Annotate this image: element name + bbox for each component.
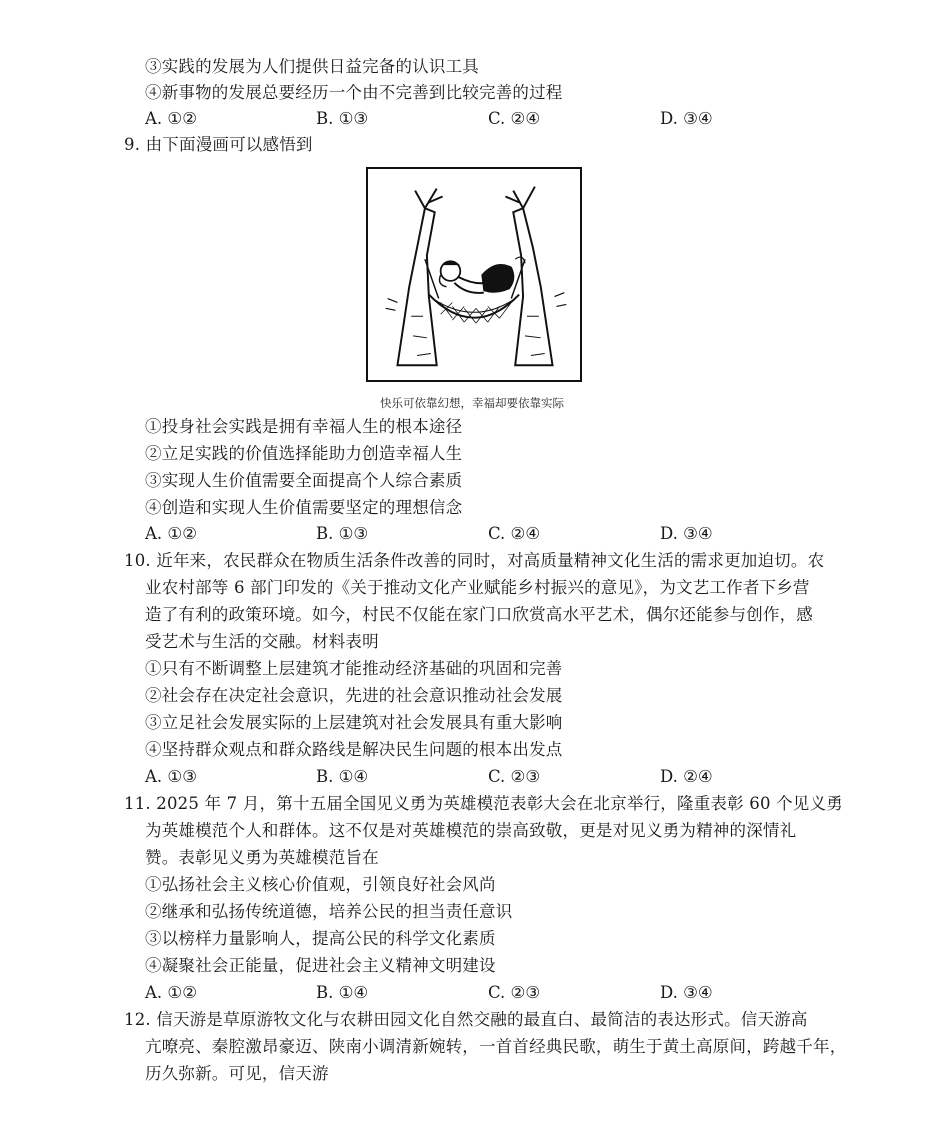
- q11-stem-line-3: 赞。表彰见义勇为英雄模范旨在: [145, 848, 379, 867]
- q12-stem-line-2: 亢嘹亮、秦腔激昂豪迈、陕南小调清新婉转，一首首经典民歌，萌生于黄土高原间，跨越千年，: [145, 1037, 847, 1056]
- q8-item-4: ④新事物的发展总要经历一个由不完善到比较完善的过程: [145, 83, 563, 102]
- q8-option-c: C. ②④: [488, 109, 541, 128]
- q8-option-b: B. ①③: [316, 109, 369, 128]
- q11-stem-line-1: 11. 2025 年 7 月，第十五届全国见义勇为英雄模范表彰大会在北京举行，隆重表彰 60 个见义勇: [124, 794, 843, 813]
- q10-item-2: ②社会存在决定社会意识，先进的社会意识推动社会发展: [145, 686, 563, 705]
- q11-item-2: ②继承和弘扬传统道德，培养公民的担当责任意识: [145, 902, 513, 921]
- q10-option-b: B. ①④: [316, 767, 369, 786]
- q10-stem-line-1: 10. 近年来，农民群众在物质生活条件改善的同时，对高质量精神文化生活的需求更加迫切。农: [124, 551, 825, 570]
- q10-option-d: D. ②④: [660, 767, 713, 786]
- q8-option-d: D. ③④: [660, 109, 713, 128]
- q10-option-c: C. ②③: [488, 767, 541, 786]
- q12-stem-line-1: 12. 信天游是草原游牧文化与农耕田园文化自然交融的最直白、最简洁的表达形式。信天游高: [124, 1010, 808, 1029]
- q9-item-1: ①投身社会实践是拥有幸福人生的根本途径: [145, 417, 463, 436]
- q11-option-b: B. ①④: [316, 983, 369, 1002]
- comic-caption: 快乐可依靠幻想，幸福却要依靠实际: [380, 396, 564, 410]
- q11-stem-line-2: 为英雄模范个人和群体。这不仅是对英雄模范的崇高致敬，更是对见义勇为精神的深情礼: [145, 821, 797, 840]
- q11-option-c: C. ②③: [488, 983, 541, 1002]
- q9-item-3: ③实现人生价值需要全面提高个人综合素质: [145, 471, 463, 490]
- q10-item-3: ③立足社会发展实际的上层建筑对社会发展具有重大影响: [145, 713, 563, 732]
- q10-item-4: ④坚持群众观点和群众路线是解决民生问题的根本出发点: [145, 740, 563, 759]
- q10-option-a: A. ①③: [145, 767, 197, 786]
- q12-stem-line-3: 历久弥新。可见，信天游: [145, 1064, 329, 1083]
- q9-option-c: C. ②④: [488, 524, 541, 543]
- q9-item-4: ④创造和实现人生价值需要坚定的理想信念: [145, 498, 463, 517]
- q10-stem-line-4: 受艺术与生活的交融。材料表明: [145, 632, 379, 651]
- q9-stem: 9. 由下面漫画可以感悟到: [124, 135, 313, 154]
- q9-item-2: ②立足实践的价值选择能助力创造幸福人生: [145, 444, 463, 463]
- q10-stem-line-2: 业农村部等 6 部门印发的《关于推动文化产业赋能乡村振兴的意见》，为文艺工作者下乡营: [145, 578, 810, 597]
- hammock-comic-drawing: [368, 169, 580, 380]
- q9-option-d: D. ③④: [660, 524, 713, 543]
- q10-stem-line-3: 造了有利的政策环境。如今，村民不仅能在家门口欣赏高水平艺术，偶尔还能参与创作，感: [145, 605, 813, 624]
- q11-option-d: D. ③④: [660, 983, 713, 1002]
- q8-item-3: ③实践的发展为人们提供日益完备的认识工具: [145, 57, 479, 76]
- q9-option-a: A. ①②: [145, 524, 197, 543]
- q11-item-1: ①弘扬社会主义核心价值观，引领良好社会风尚: [145, 875, 496, 894]
- q9-option-b: B. ①③: [316, 524, 369, 543]
- hammock-comic-image: [366, 167, 582, 382]
- q8-option-a: A. ①②: [145, 109, 197, 128]
- q11-item-4: ④凝聚社会正能量，促进社会主义精神文明建设: [145, 956, 496, 975]
- q11-option-a: A. ①②: [145, 983, 197, 1002]
- q10-item-1: ①只有不断调整上层建筑才能推动经济基础的巩固和完善: [145, 659, 563, 678]
- q11-item-3: ③以榜样力量影响人，提高公民的科学文化素质: [145, 929, 496, 948]
